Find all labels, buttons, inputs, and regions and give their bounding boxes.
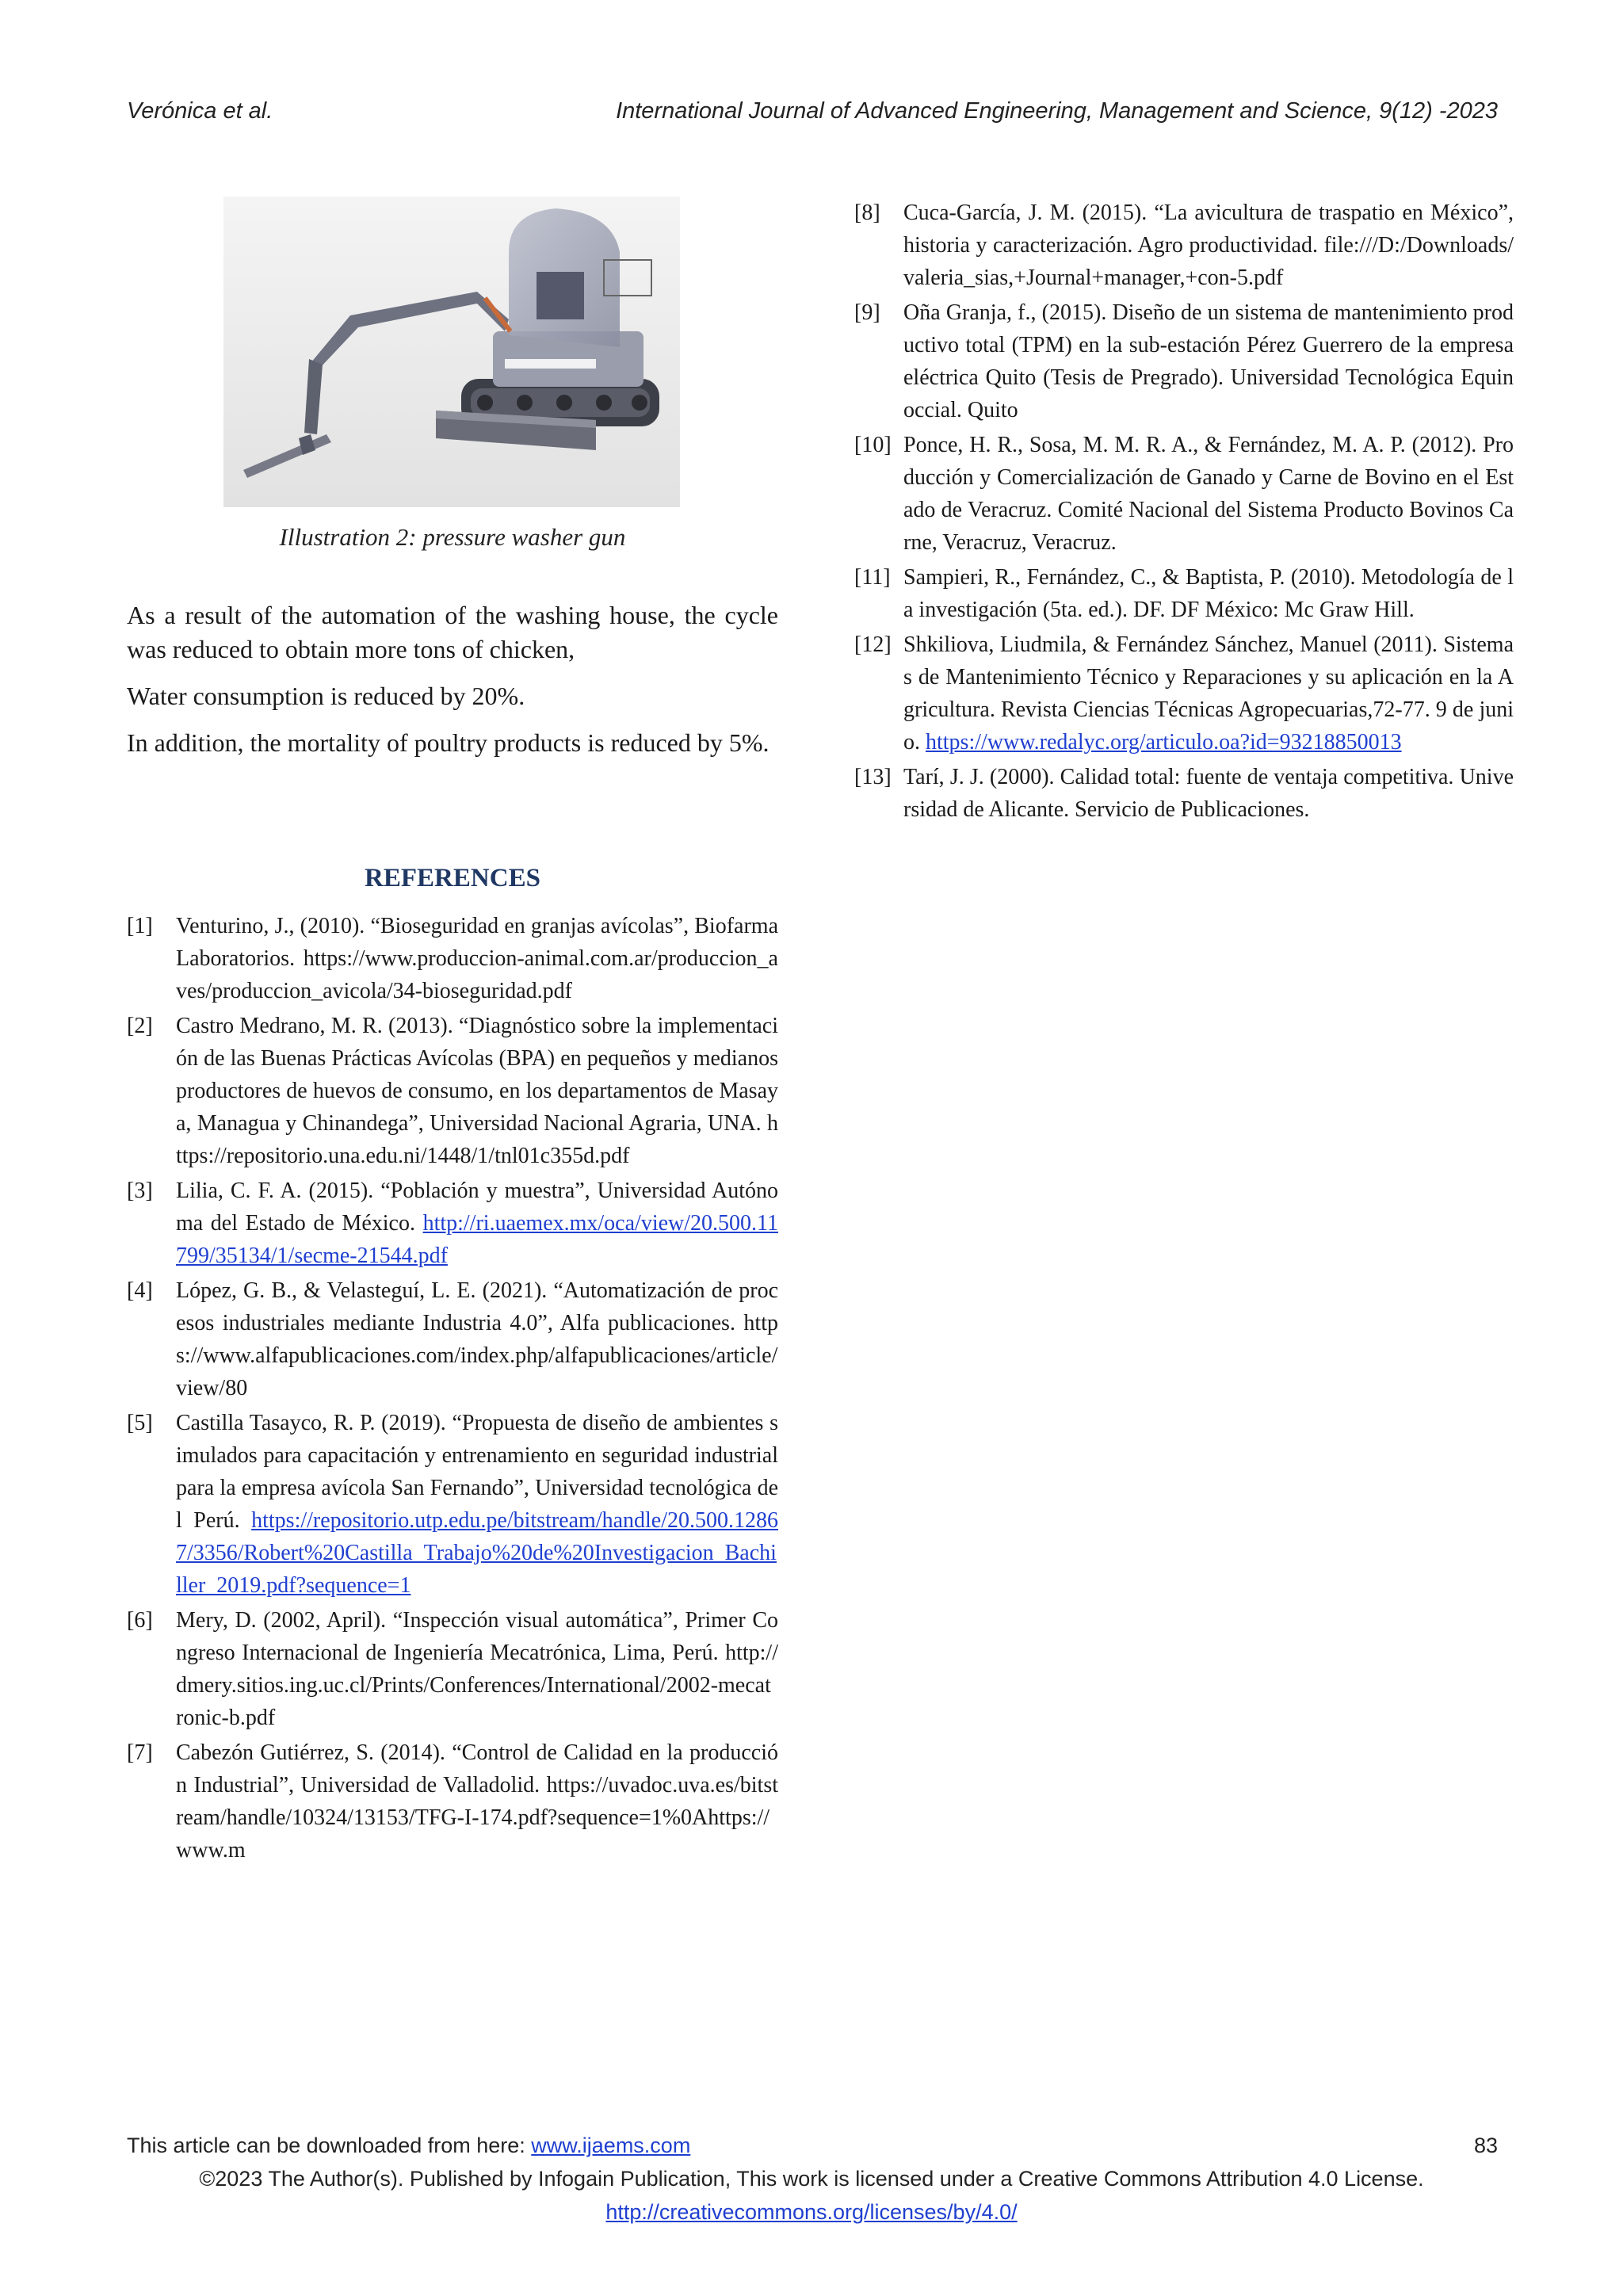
- reference-link[interactable]: http://ri.uaemex.mx/oca/view/20.500.11799/35134/1/secme-21544.pdf: [176, 1211, 778, 1268]
- reference-list-left: [127, 910, 778, 1869]
- reference-number: [3]: [127, 1179, 153, 1203]
- footer-download-text: This article can be downloaded from here:: [127, 2134, 532, 2157]
- reference-item: [854, 561, 1514, 626]
- reference-link[interactable]: https://repositorio.utp.edu.pe/bitstream/handle/20.500.12867/3356/Robert%20Castilla_Trabajo%20de%20Investigacion_Bachiller_2019.pdf?sequence=1: [176, 1508, 779, 1598]
- reference-text: Tarí, J. J. (2000). Calidad total: fuente de ventaja competitiva. Universidad de Alicante. Servicio de Publicaciones.: [903, 765, 1514, 822]
- footer-license: ©2023 The Author(s). Published by Infogain Publication, This work is licensed under a Creative Commons Attribution 4.0 License.: [199, 2167, 1424, 2191]
- footer-download: [127, 2134, 1498, 2158]
- reference-item: [854, 197, 1514, 294]
- reference-number: [6]: [127, 1608, 153, 1633]
- reference-text: Cuca-García, J. M. (2015). “La avicultura de traspatio en México”, historia y caracterización. Agro productividad. file:///D:/Downloads/valeria_sias,+Journal+manager,+con-5.pdf: [903, 201, 1514, 290]
- reference-link[interactable]: https://www.redalyc.org/articulo.oa?id=93218850013: [926, 730, 1402, 755]
- license-link[interactable]: http://creativecommons.org/licenses/by/4.0/: [605, 2200, 1018, 2224]
- figure-image: [223, 197, 680, 507]
- reference-number: [2]: [127, 1014, 153, 1038]
- reference-item: [854, 628, 1514, 758]
- reference-number: [11]: [854, 565, 891, 590]
- reference-text: Shkiliova, Liudmila, & Fernández Sánchez, Manuel (2011). Sistemas de Mantenimiento Técnico y Reparaciones y su aplicación en la Agricultura. Revista Ciencias Técnicas Agropecuarias,72-77. 9 de junio.: [903, 632, 1514, 755]
- reference-text: Cabezón Gutiérrez, S. (2014). “Control de Calidad en la producción Industrial”, Universidad de Valladolid. https://uvadoc.uva.es/bitstream/handle/10324/13153/TFG-I-174.pdf?sequence=1%0Ahttps://www.m: [176, 1740, 778, 1862]
- reference-item: [854, 429, 1514, 559]
- reference-item: [127, 1604, 778, 1734]
- reference-list-right: [854, 197, 1514, 828]
- reference-item: [127, 910, 778, 1007]
- results-text: [127, 598, 778, 773]
- header-authors: Verónica et al.: [127, 98, 273, 124]
- reference-number: [4]: [127, 1278, 153, 1303]
- paragraph: Water consumption is reduced by 20%.: [127, 682, 525, 710]
- reference-item: [127, 1274, 778, 1404]
- paragraph: As a result of the automation of the washing house, the cycle was reduced to obtain more tons of chicken,: [127, 601, 778, 663]
- reference-text: Sampieri, R., Fernández, C., & Baptista, P. (2010). Metodología de la investigación (5ta. ed.). DF. DF México: Mc Graw Hill.: [903, 565, 1514, 622]
- reference-item: [127, 1736, 778, 1866]
- paragraph: In addition, the mortality of poultry products is reduced by 5%.: [127, 728, 769, 757]
- reference-text: Castro Medrano, M. R. (2013). “Diagnóstico sobre la implementación de las Buenas Prácticas Avícolas (BPA) en pequeños y medianos productores de huevos de consumo, en los departamentos de Masaya, Managua y Chinandega”, Universidad Nacional Agraria, UNA. https://repositorio.una.edu.ni/1448/1/tnl01c355d.pdf: [176, 1014, 778, 1168]
- reference-text: López, G. B., & Velasteguí, L. E. (2021). “Automatización de procesos industriales mediante Industria 4.0”, Alfa publicaciones. https://www.alfapublicaciones.com/index.php/alfapublicaciones/article/view/80: [176, 1278, 778, 1400]
- reference-item: [854, 296, 1514, 426]
- reference-text: Ponce, H. R., Sosa, M. M. R. A., & Fernández, M. A. P. (2012). Producción y Comercialización de Ganado y Carne de Bovino en el Estado de Veracruz. Comité Nacional del Sistema Producto Bovinos Carne, Veracruz, Veracruz.: [903, 433, 1514, 555]
- header-journal: International Journal of Advanced Engineering, Management and Science, 9(12) -2023: [616, 98, 1498, 124]
- reference-number: [7]: [127, 1740, 153, 1765]
- reference-text: Venturino, J., (2010). “Bioseguridad en granjas avícolas”, Biofarma Laboratorios. https://www.produccion-animal.com.ar/produccion_aves/produccion_avicola/34-bioseguridad.pdf: [176, 914, 778, 1003]
- reference-item: [127, 1010, 778, 1172]
- reference-number: [10]: [854, 433, 892, 457]
- footer-license-link-row: [0, 2200, 1623, 2225]
- reference-text: Lilia, C. F. A. (2015). “Población y muestra”, Universidad Autónoma del Estado de México.: [176, 1179, 778, 1236]
- reference-number: [13]: [854, 765, 892, 789]
- page-number: 83: [1473, 2134, 1498, 2157]
- reference-number: [9]: [854, 300, 880, 325]
- references-heading: REFERENCES: [365, 864, 540, 892]
- reference-number: [5]: [127, 1411, 153, 1435]
- excavator-cad-icon: [223, 197, 680, 507]
- figure-caption: Illustration 2: pressure washer gun: [279, 523, 626, 551]
- reference-text: Oña Granja, f., (2015). Diseño de un sistema de mantenimiento productivo total (TPM) en la sub-estación Pérez Guerrero de la empresa eléctrica Quito (Tesis de Pregrado). Universidad Tecnológica Equinoccial. Quito: [903, 300, 1514, 422]
- reference-number: [1]: [127, 914, 153, 938]
- reference-item: [127, 1175, 778, 1272]
- reference-text: Castilla Tasayco, R. P. (2019). “Propuesta de diseño de ambientes simulados para capacitación y entrenamiento en seguridad industrial para la empresa avícola San Fernando”, Universidad tecnológica del Perú.: [176, 1411, 778, 1533]
- reference-text: Mery, D. (2002, April). “Inspección visual automática”, Primer Congreso Internacional de Ingeniería Mecatrónica, Lima, Perú. http://dmery.sitios.ing.uc.cl/Prints/Conferences/International/2002-mecatronic-b.pdf: [176, 1608, 778, 1730]
- reference-number: [8]: [854, 201, 880, 225]
- reference-item: [127, 1407, 778, 1602]
- reference-number: [12]: [854, 632, 892, 657]
- journal-website-link[interactable]: www.ijaems.com: [531, 2134, 691, 2157]
- reference-item: [854, 761, 1514, 826]
